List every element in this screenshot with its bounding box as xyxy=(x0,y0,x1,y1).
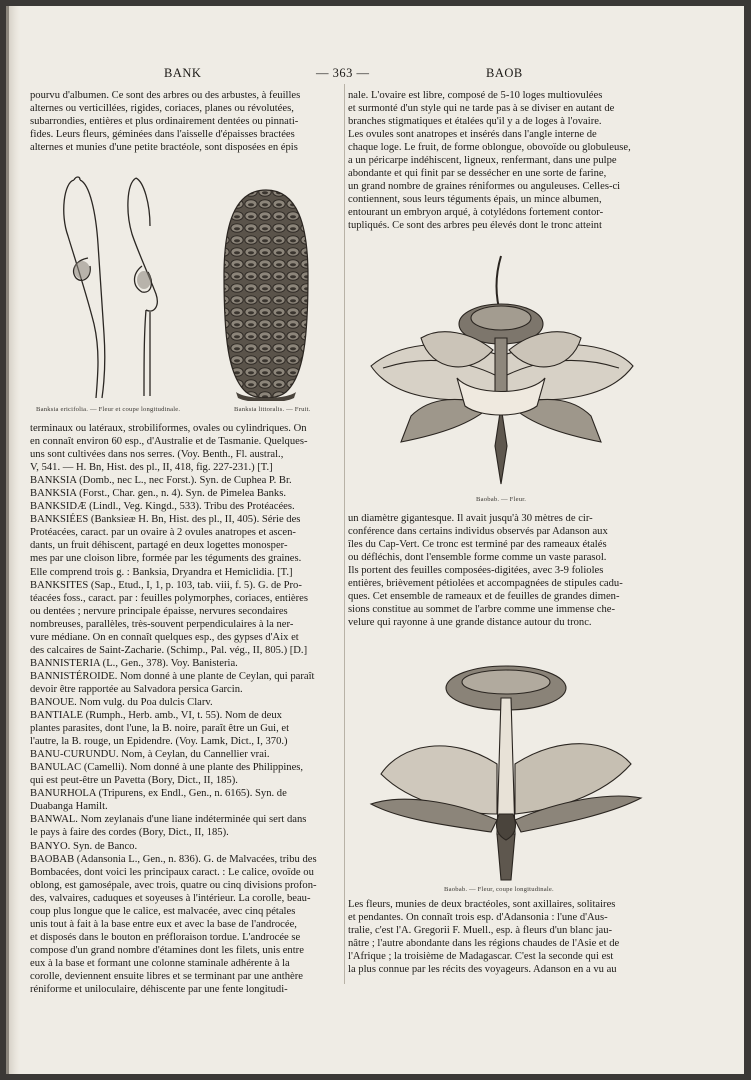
text-line: des calcaires de Saint-Zacharie. (Schimp., Pal. vég., II, 805.) [D.] xyxy=(30,644,308,656)
text-line: BAOBAB (Adansonia L., Gen., n. 836). G. de Malvacées, tribu des xyxy=(30,853,317,865)
text-line: a un péricarpe indéhiscent, ligneux, renfermant, dans une pulpe xyxy=(348,155,617,167)
text-line: coup plus longue que le calice, est malvacée, avec cinq pétales xyxy=(30,905,296,917)
page-number: — 363 — xyxy=(316,66,370,80)
running-head-right: BAOB xyxy=(486,66,523,80)
book-page xyxy=(6,6,744,1074)
text-line: plantes parasites, dont l'une, la B. noire, paraît être un Gui, et xyxy=(30,723,290,735)
left-column-intro xyxy=(30,89,342,154)
text-line: un grand nombre de graines réniformes ou anguleuses. Celles-ci xyxy=(348,181,621,193)
text-line: l'autre, la B. rouge, un Epidendre. (Voy. Lamk, Dict., I, 370.) xyxy=(30,736,288,748)
baobab-flower-illustration xyxy=(361,246,641,486)
text-line: l'Afrique ; la troisième de Madagascar. C'est la seconde qui est xyxy=(348,951,614,963)
text-line: Ils portent des feuilles composées-digitées, avec 3-9 folioles xyxy=(348,565,604,577)
text-line: un diamètre gigantesque. Il avait jusqu'à 30 mètres de cir- xyxy=(348,513,593,524)
text-line: qui est peut-être un Pavetta (Bory, Dict., II, 185). xyxy=(30,775,238,787)
text-line: chaque loge. Le fruit, de forme oblongue, obovoïde ou globuleuse, xyxy=(348,142,631,154)
banksia-littoralis-caption: Banksia littoralis. — Fruit. xyxy=(234,406,311,413)
text-line: et disposés dans le bouton en préfloraison tordue. L'androcée se xyxy=(30,931,301,943)
text-line: pourvu d'albumen. Ce sont des arbres ou des arbustes, à feuilles xyxy=(30,90,301,101)
text-line: eux à la base et formant une colonne staminale adhérente à la xyxy=(30,957,290,969)
text-line: BANKSIA (Forst., Char. gen., n. 4). Syn. de Pimelea Banks. xyxy=(30,488,287,500)
text-line: ques. Cet ensemble de rameaux et de feuilles de grandes dimen- xyxy=(348,591,620,603)
text-line: BANKSIDÆ (Lindl., Veg. Kingd., 533). Tribu des Protéacées. xyxy=(30,501,295,513)
text-line: sions constitue au sommet de l'arbre comme une immense che- xyxy=(348,604,615,616)
text-line: BANOUE. Nom vulg. du Poa dulcis Clarv. xyxy=(30,696,213,708)
text-line: nombreuses, parallèles, très-souvent perpendiculaires à la ner- xyxy=(30,618,294,630)
text-line: BANU-CURUNDU. Nom, à Ceylan, du Cannellier vrai. xyxy=(30,749,270,761)
text-line: nale. L'ovaire est libre, composé de 5-10 loges multiovulées xyxy=(348,90,603,101)
text-line: et pendantes. On connaît trois esp. d'Adansonia : l'une d'Aus- xyxy=(348,912,608,924)
text-line: conférence dans certains individus observés par Adanson aux xyxy=(348,526,608,538)
baobab-longitudinal-section-illustration xyxy=(361,654,651,882)
text-line: corolle, deviennent ensuite libres et se terminant par une anthère xyxy=(30,970,303,982)
text-line: BANNISTÉROIDE. Nom donné à une plante de Ceylan, qui paraît xyxy=(30,670,315,682)
banksia-ericifolia-caption: Banksia ericifolia. — Fleur et coupe longitudinale. xyxy=(36,406,181,413)
text-line: le pays à faire des cordes (Bory, Dict., II, 185). xyxy=(30,827,229,839)
text-line: unis tout à fait à la base entre eux et avec la base de l'androcée, xyxy=(30,918,297,930)
running-head-left: BANK xyxy=(164,66,202,80)
column-divider xyxy=(344,84,345,984)
text-line: vure médiane. On en connaît quelques esp., des gypses d'Aix et xyxy=(30,631,299,643)
text-line: alternes ou verticillées, rigides, coriaces, planes ou révolutées, xyxy=(30,103,294,115)
text-line: BANKSITES (Sap., Etud., I, 1, p. 103, tab. viii, f. 5). G. de Pro- xyxy=(30,579,302,591)
text-line: Les fleurs, munies de deux bractéoles, sont axillaires, solitaires xyxy=(348,899,616,910)
text-line: la plus connue par les récits des voyageurs. Adanson en a vu au xyxy=(348,964,617,976)
text-line: BANKSIA (Domb., nec L., nec Forst.). Syn. de Cuphea P. Br. xyxy=(30,475,292,487)
text-line: entourant un embryon arqué, à cotylédons fortement contor- xyxy=(348,207,604,219)
text-line: terminaux ou latéraux, strobiliformes, ovales ou cylindriques. On xyxy=(30,423,307,434)
text-line: BANKSIÉES (Banksieæ H. Bn, Hist. des pl., II, 405). Série des xyxy=(30,514,301,526)
text-line: en connaît environ 60 esp., d'Australie et de Tasmanie. Quelques- xyxy=(30,436,308,448)
text-line: branches stigmatiques et étalées qu'il y a de loges à l'ovaire. xyxy=(348,116,602,128)
text-line: îles du Cap-Vert. Ce tronc est terminé par des rameaux étalés xyxy=(348,539,607,551)
text-line: téacées foss., caract. par : feuilles polymorphes, coriaces, entières xyxy=(30,592,308,604)
banksia-littoralis-fruit-illustration xyxy=(216,186,316,401)
text-line: uns sont cultivées dans nos serres. (Voy. Benth., Fl. austral., xyxy=(30,449,284,461)
baobab-flower-caption: Baobab. — Fleur. xyxy=(476,496,527,503)
text-line: BANWAL. Nom zeylanais d'une liane indéterminée qui sert dans xyxy=(30,814,307,826)
text-line: BANTIALE (Rumph., Herb. amb., VI, t. 55). Nom de deux xyxy=(30,710,282,722)
left-column-entries xyxy=(30,422,342,996)
text-line: entières, brièvement pétiolées et accompagnées de stipules cadu- xyxy=(348,578,623,590)
text-line: velure qui rayonne à une grande distance autour du tronc. xyxy=(348,617,592,629)
banksia-ericifolia-flower-illustration xyxy=(46,174,166,402)
text-line: compose d'un grand nombre d'étamines dont les filets, unis entre xyxy=(30,944,304,956)
text-line: contiennent, sous leurs téguments épais, un mince albumen, xyxy=(348,194,602,206)
text-line: subarrondies, entières et plus ordinairement dentées ou pinnati- xyxy=(30,116,299,128)
text-line: Bombacées, dont voici les principaux caract. : Le calice, ovoïde ou xyxy=(30,866,314,878)
text-line: fides. Leurs fleurs, géminées dans l'aisselle d'épaisses bractées xyxy=(30,129,295,141)
text-line: Les ovules sont anatropes et insérés dans l'angle interne de xyxy=(348,129,597,141)
text-line: mes par une cloison libre, formée par les téguments des graines. xyxy=(30,553,302,565)
text-line: BANYO. Syn. de Banco. xyxy=(30,840,138,852)
text-line: et surmonté d'un style qui ne tarde pas à se diviser en autant de xyxy=(348,103,615,115)
text-line: alternes et munies d'une petite bractéole, sont disposées en épis xyxy=(30,142,298,154)
text-line: oblong, est gamosépale, avec trois, quatre ou cinq divisions profon- xyxy=(30,879,317,891)
baobab-section-caption: Baobab. — Fleur, coupe longitudinale. xyxy=(444,886,554,893)
text-line: dants, un fruit déhiscent, partagé en deux logettes monosper- xyxy=(30,540,288,552)
text-line: des, valvaires, caduques et soyeuses à l'intérieur. La corolle, beau- xyxy=(30,892,311,904)
text-line: tupliqués. Ce sont des arbres peu élevés dont le tronc atteint xyxy=(348,220,602,232)
text-line: tralie, c'est l'A. Gregorii F. Muell., esp. à fleurs d'un blanc jau- xyxy=(348,925,613,937)
text-line: abondante et qui finit par se dessécher en une sorte de farine, xyxy=(348,168,607,180)
text-line: ou dentées ; nervure principale épaisse, nervures secondaires xyxy=(30,605,288,617)
binding-edge xyxy=(6,6,9,1074)
text-line: Duabanga Hamilt. xyxy=(30,801,108,813)
text-line: ou défléchis, dont l'ensemble forme comme un vaste parasol. xyxy=(348,552,607,564)
right-column-middle-text xyxy=(348,512,660,629)
text-line: Protéacées, caract. par un ovaire à 2 ovules anatropes et ascen- xyxy=(30,527,296,539)
text-line: nâtre ; l'autre abondante dans les régions chaudes de l'Asie et de xyxy=(348,938,620,950)
text-line: réniforme et uniloculaire, déhiscente par une fente longitudi- xyxy=(30,984,288,996)
text-line: BANURHOLA (Tripurens, ex Endl., Gen., n. 6165). Syn. de xyxy=(30,788,287,800)
text-line: BANNISTERIA (L., Gen., 378). Voy. Banisteria. xyxy=(30,657,238,669)
right-column-bottom-text xyxy=(348,898,660,976)
right-column-top-text xyxy=(348,89,660,233)
text-line: V, 541. — H. Bn, Hist. des pl., II, 418, fig. 227-231.) [T.] xyxy=(30,462,273,474)
text-line: BANULAC (Camelli). Nom donné à une plante des Philippines, xyxy=(30,762,304,774)
text-line: devoir être rapportée au Salvadora persica Garcin. xyxy=(30,683,243,695)
text-line: Elle comprend trois g. : Banksia, Dryandra et Hemiclidia. [T.] xyxy=(30,566,293,578)
